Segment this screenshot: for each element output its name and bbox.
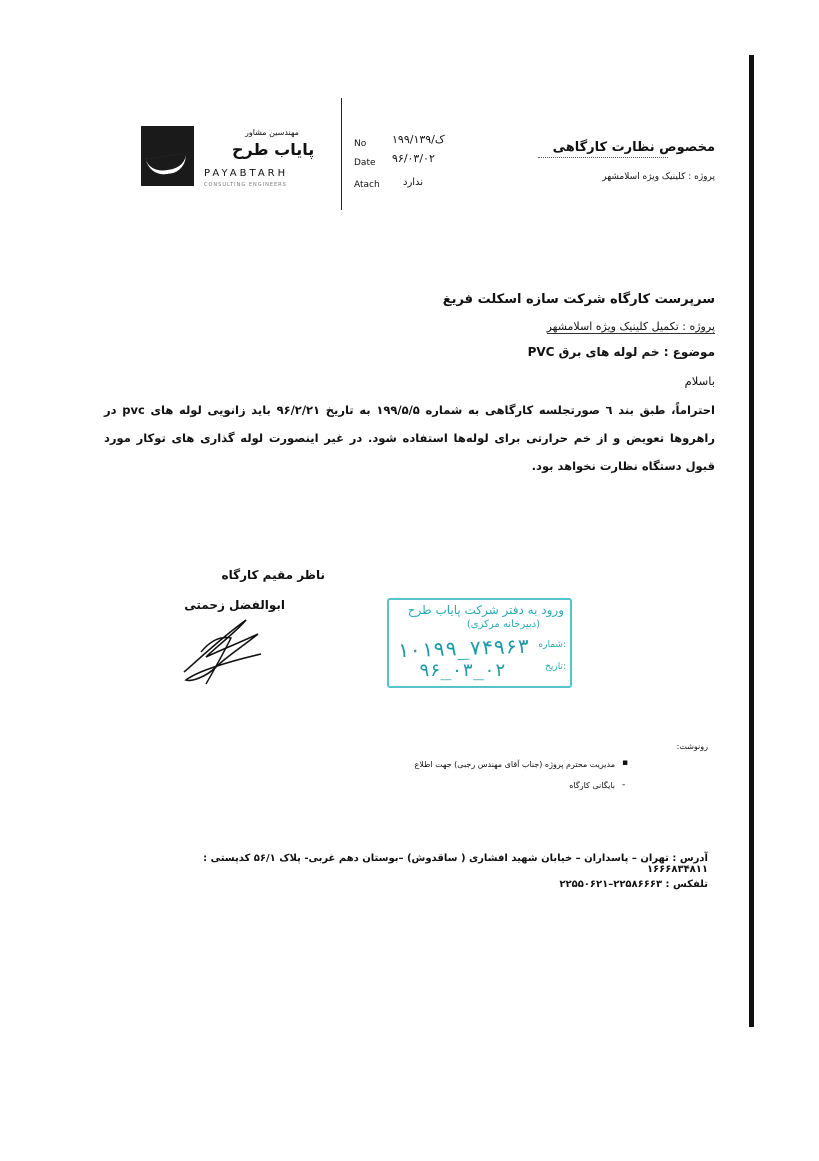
stamp-number-value: ۱۰۱۹۹_۷۴۹۶۳ [396,633,530,663]
signer-name: ابوالفضل زحمتی [184,598,285,612]
handwritten-signature [176,612,266,687]
brand-subtitle-fa: مهندسین مشاور [245,128,299,137]
no-value: ۱۹۹/ک/۱۳۹ [392,133,445,146]
date-value: ۹۶/۰۳/۰۲ [392,152,435,165]
stamp-date-label: تاریخ: [545,662,566,672]
page-edge-bar [749,55,754,1027]
cc-title: رونوشت: [676,742,708,751]
stamp-number-label: شماره: [538,640,566,650]
letter-paragraph: احتراماً، طبق بند ٦ صورتجلسه کارگاهی به شماره ۱۹۹/۵/۵ به تاریخ ۹۶/۲/۲۱ باید زانویی لوله های pvc در راهروها تعویض و از خم حرارتی برای لوله‌ها استفاده شود. در غیر اینصورت لوله گذاری های توکار مورد قبول دستگاه نظارت نخواهد بود. [104,403,715,473]
letter-greeting: باسلام [684,374,715,388]
brand-name-en: PAYABTARH [204,168,289,179]
header-dotted-line [538,157,668,158]
cc-item-2: بایگانی کارگاه [569,781,615,790]
brand-tagline: CONSULTING ENGINEERS [204,182,287,188]
header-divider [341,98,342,210]
company-logo [141,126,194,186]
date-label: Date [354,158,376,168]
header-project: پروژه : کلینیک ویژه اسلامشهر [602,172,715,182]
letter-subject: موضوع : خم لوله های برق PVC [527,345,715,359]
stamp-line2: (دبیرخانه مرکزی) [466,619,540,630]
cc-item-1: مدیریت محترم پروژه (جناب آقای مهندس رجبی) جهت اطلاع [414,760,615,769]
stamp-line1: ورود به دفتر شرکت پایاب طرح [407,603,564,617]
signer-title: ناظر مقیم کارگاه [221,568,325,582]
cc-bullet-1: ▪ [622,758,629,768]
letter-project [104,320,715,333]
cc-bullet-2: - [622,780,626,790]
letter-project-text: پروژه : تکمیل کلینیک ویژه اسلامشهر [546,320,715,333]
header-title: مخصوص نظارت کارگاهی [552,140,715,155]
brand-name-fa: پایاب طرح [232,140,315,159]
no-label: No [354,139,367,149]
letter-recipient: سرپرست کارگاه شرکت سازه اسکلت فریغ [442,292,715,307]
footer-address: آدرس : تهران – پاسداران – خیابان شهید افشاری ( ساقدوش) –بوستان دهم غربی- پلاک ۵۶/۱ کدپستی : ۱۶۶۶۸۳۴۸۱۱ [203,853,708,875]
attach-label: Atach [354,180,380,190]
stamp-date-value: ۹۶_۰۳_۰۲ [419,660,506,681]
footer-telfax: تلفکس : ۲۲۵۸۶۶۶۳–۲۲۵۵۰۶۲۱ [559,879,708,890]
received-stamp [387,598,572,688]
attach-value: ندارد [403,177,424,188]
